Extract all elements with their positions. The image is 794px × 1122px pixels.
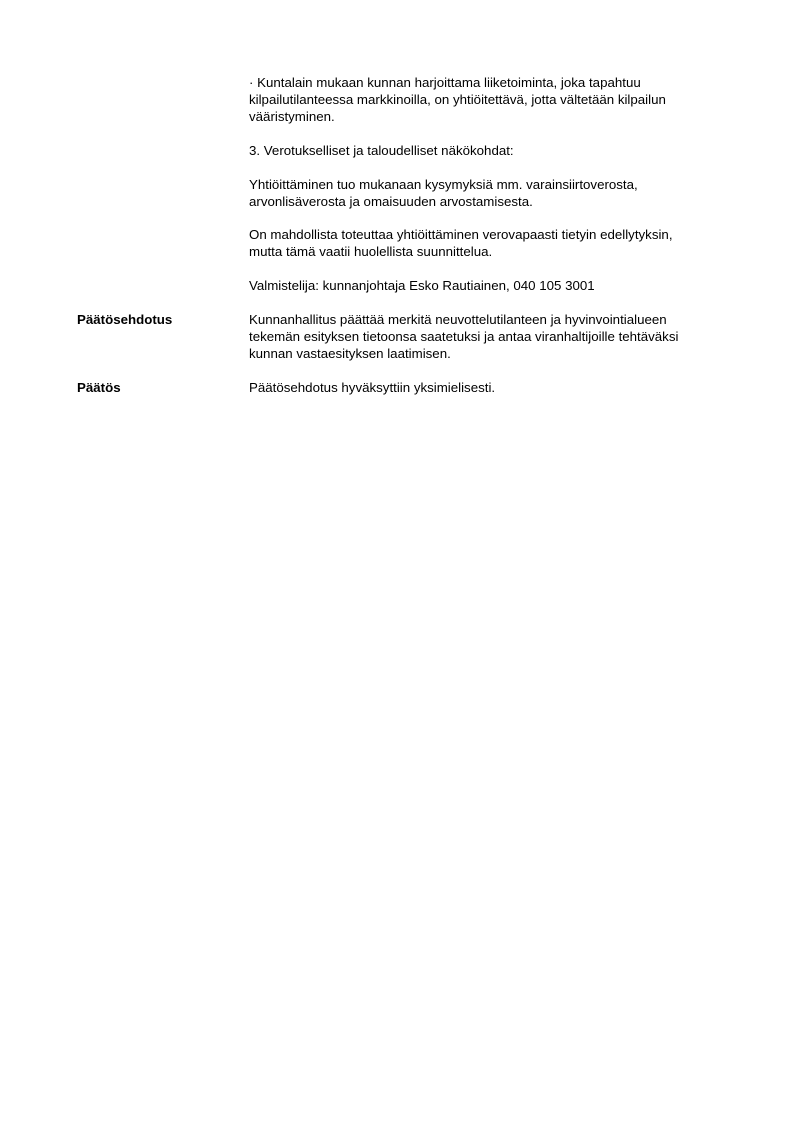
tax-paragraph: [249, 176, 729, 210]
bullet-paragraph: [249, 74, 729, 125]
taxfree-paragraph-line: mutta tämä vaatii huolellista suunnittelua.: [249, 244, 493, 259]
bullet-paragraph-line: kilpailutilanteessa markkinoilla, on yhtiöitettävä, jotta vältetään kilpailun: [249, 92, 666, 107]
bullet-paragraph-line: · Kuntalain mukaan kunnan harjoittama liiketoiminta, joka tapahtuu: [249, 75, 641, 90]
proposal-text: [249, 311, 729, 362]
bullet-paragraph-line: vääristyminen.: [249, 109, 335, 124]
taxfree-paragraph-line: On mahdollista toteuttaa yhtiöittäminen verovapaasti tietyin edellytyksin,: [249, 227, 673, 242]
proposal-text-line: kunnan vastaesityksen laatimisen.: [249, 346, 451, 361]
tax-paragraph-line: Yhtiöittäminen tuo mukanaan kysymyksiä mm. varainsiirtoverosta,: [249, 177, 638, 192]
preparer-line: Valmistelija: kunnanjohtaja Esko Rautiainen, 040 105 3001: [249, 278, 595, 293]
taxfree-paragraph: [249, 226, 729, 260]
tax-paragraph-line: arvonlisäverosta ja omaisuuden arvostamisesta.: [249, 194, 533, 209]
decision-text: Päätösehdotus hyväksyttiin yksimielisesti.: [249, 380, 496, 395]
decision-label: Päätös: [77, 380, 121, 395]
proposal-label: Päätösehdotus: [77, 312, 173, 327]
section-heading: 3. Verotukselliset ja taloudelliset näkökohdat:: [249, 143, 514, 158]
proposal-text-line: Kunnanhallitus päättää merkitä neuvottelutilanteen ja hyvinvointialueen: [249, 312, 667, 327]
proposal-text-line: tekemän esityksen tietoonsa saatetuksi ja antaa viranhaltijoille tehtäväksi: [249, 329, 679, 344]
